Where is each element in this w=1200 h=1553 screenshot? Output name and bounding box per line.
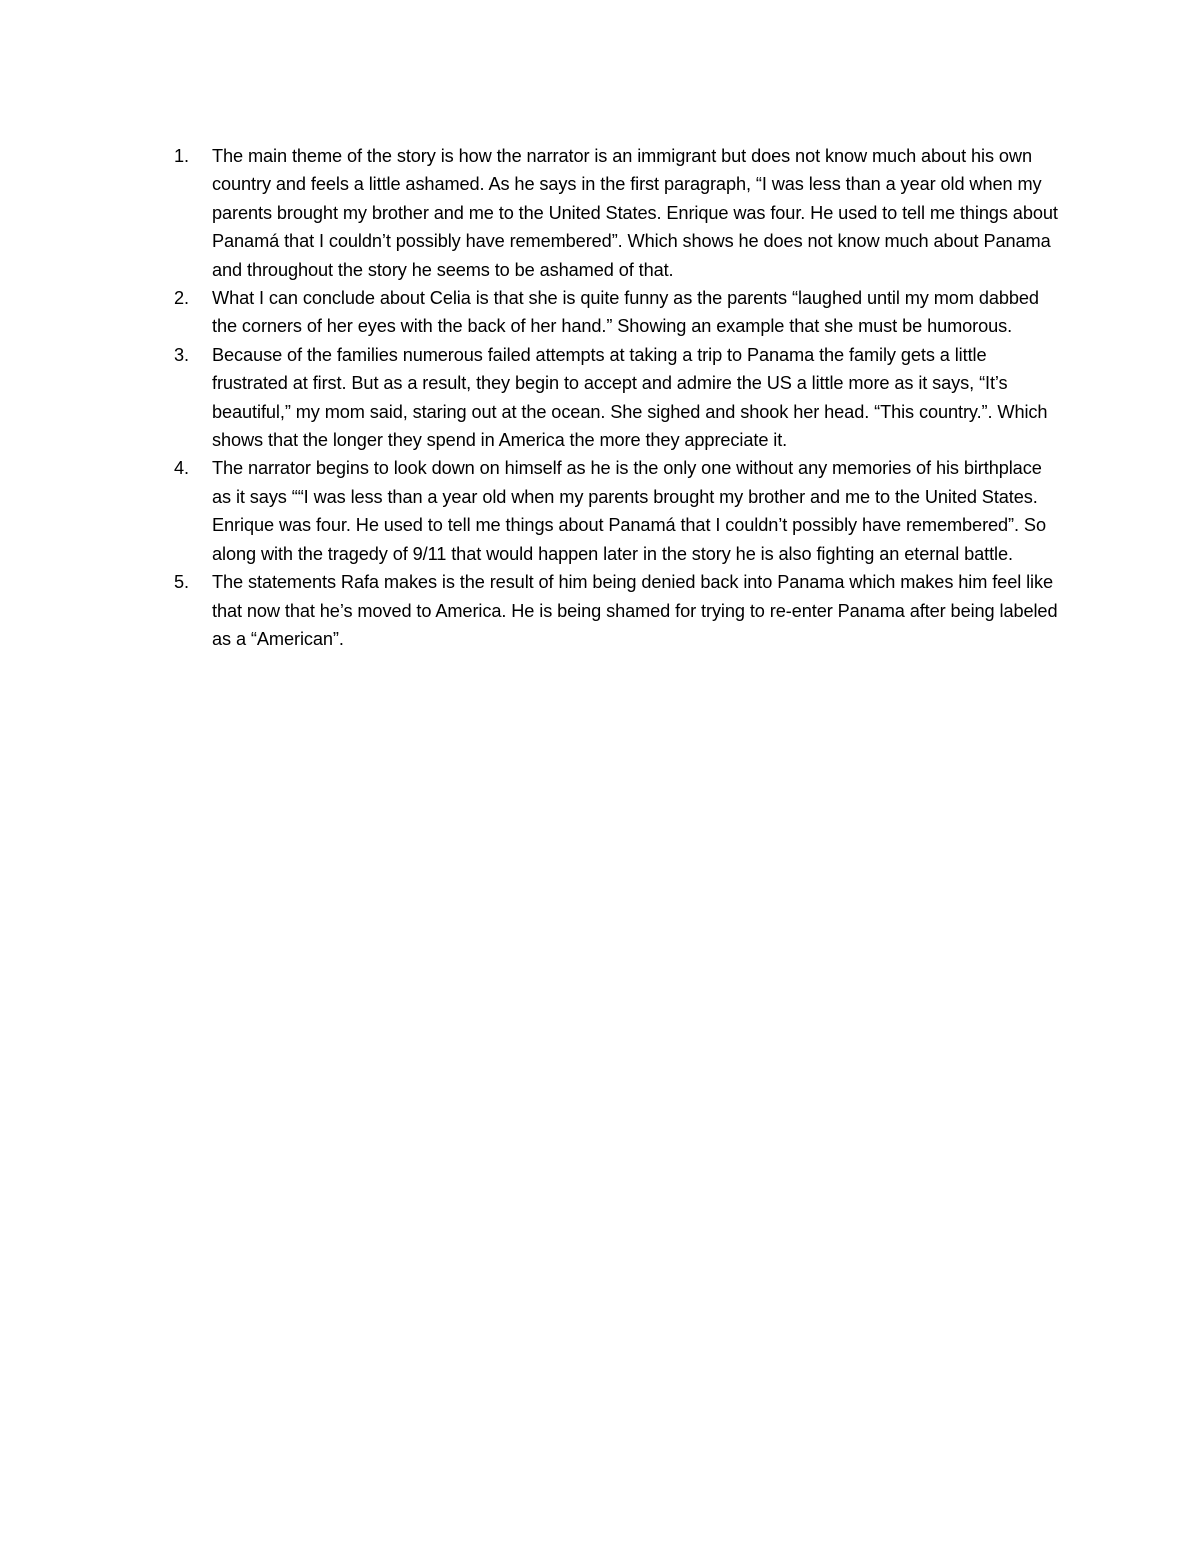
- item-text: Because of the families numerous failed attempts at taking a trip to Panama the family gets a little frustrated at first. But as a result, they begin to accept and admire the US a little more as it says, “It’s beautiful,” my mom said, staring out at the ocean. She sighed and shook her head. “This country.”. Which shows that the longer they spend in America the more they appreciate it.: [212, 344, 1048, 451]
- item-number: 4.: [174, 458, 189, 479]
- item-text: The main theme of the story is how the narrator is an immigrant but does not know much about his own country and feels a little ashamed. As he says in the first paragraph, “I was less than a year old when my parents brought my brother and me to the United States. Enrique was four. He used to tell me things about Panamá that I couldn’t possibly have remembered”. Which shows he does not know much about Panama and throughout the story he seems to be ashamed of that.: [212, 146, 1058, 280]
- item-text: What I can conclude about Celia is that she is quite funny as the parents “laughed until my mom dabbed the corners of her eyes with the back of her hand.” Showing an example that she must be humorous.: [212, 288, 1039, 337]
- list-item: [174, 454, 1064, 568]
- list-item: [174, 142, 1064, 284]
- list-item: [174, 568, 1064, 653]
- item-number: 5.: [174, 572, 189, 593]
- item-number: 1.: [174, 146, 189, 166]
- item-text: The statements Rafa makes is the result of him being denied back into Panama which makes him feel like that now that he’s moved to America. He is being shamed for trying to re-enter Panama after being labeled as a “American”.: [212, 572, 1058, 649]
- numbered-answer-list: [174, 142, 1064, 653]
- item-number: 2.: [174, 288, 189, 309]
- item-number: 3.: [174, 344, 189, 365]
- list-item: [174, 341, 1064, 455]
- list-item: [174, 284, 1064, 341]
- item-text: The narrator begins to look down on himself as he is the only one without any memories of his birthplace as it says ““I was less than a year old when my parents brought my brother and me to the United States. Enrique was four. He used to tell me things about Panamá that I couldn’t possibly have remembered”. So along with the tragedy of 9/11 that would happen later in the story he is also fighting an eternal battle.: [212, 458, 1046, 564]
